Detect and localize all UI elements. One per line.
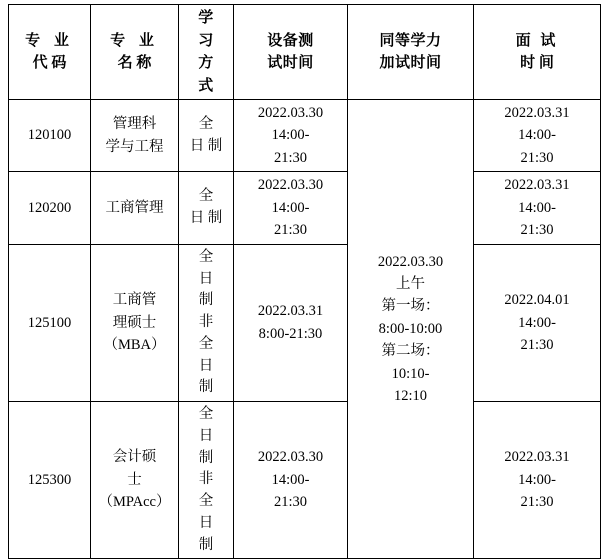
cell-major-code: 125100	[9, 244, 91, 401]
table-header-row	[9, 5, 601, 100]
cell-major-name: 会计硕 士 （MPAcc）	[91, 402, 179, 559]
document-page	[0, 4, 608, 553]
table-row	[9, 100, 601, 172]
cell-interview-time: 2022.04.01 14:00- 21:30	[474, 244, 601, 401]
cell-equipment-time: 2022.03.30 14:00- 21:30	[234, 100, 348, 172]
cell-equipment-time: 2022.03.31 8:00-21:30	[234, 244, 348, 401]
cell-major-code: 120100	[9, 100, 91, 172]
cell-interview-time: 2022.03.31 14:00- 21:30	[474, 402, 601, 559]
header-major-code: 专 业 代 码	[9, 5, 91, 100]
header-interview-time: 面 试 时 间	[474, 5, 601, 100]
cell-equipment-time: 2022.03.30 14:00- 21:30	[234, 172, 348, 244]
cell-major-name: 管理科 学与工程	[91, 100, 179, 172]
header-major-name: 专 业 名 称	[91, 5, 179, 100]
cell-study-mode: 全 日 制	[179, 100, 234, 172]
cell-major-name: 工商管 理硕士 （MBA）	[91, 244, 179, 401]
header-study-mode: 学 习 方 式	[179, 5, 234, 100]
cell-extra-exam-time: 2022.03.30 上午 第一场： 8:00-10:00 第二场： 10:10- 12:10	[348, 100, 474, 559]
cell-major-code: 125300	[9, 402, 91, 559]
table-row	[9, 244, 601, 401]
table-row	[9, 172, 601, 244]
cell-study-mode: 全 日 制 非 全 日 制	[179, 244, 234, 401]
cell-major-name: 工商管理	[91, 172, 179, 244]
header-extra-exam-time: 同等学力 加试时间	[348, 5, 474, 100]
cell-equipment-time: 2022.03.30 14:00- 21:30	[234, 402, 348, 559]
header-equipment-test-time: 设备测 试时间	[234, 5, 348, 100]
table-row	[9, 402, 601, 559]
schedule-table	[8, 4, 601, 559]
cell-study-mode: 全 日 制 非 全 日 制	[179, 402, 234, 559]
cell-major-code: 120200	[9, 172, 91, 244]
cell-interview-time: 2022.03.31 14:00- 21:30	[474, 172, 601, 244]
cell-study-mode: 全 日 制	[179, 172, 234, 244]
cell-interview-time: 2022.03.31 14:00- 21:30	[474, 100, 601, 172]
